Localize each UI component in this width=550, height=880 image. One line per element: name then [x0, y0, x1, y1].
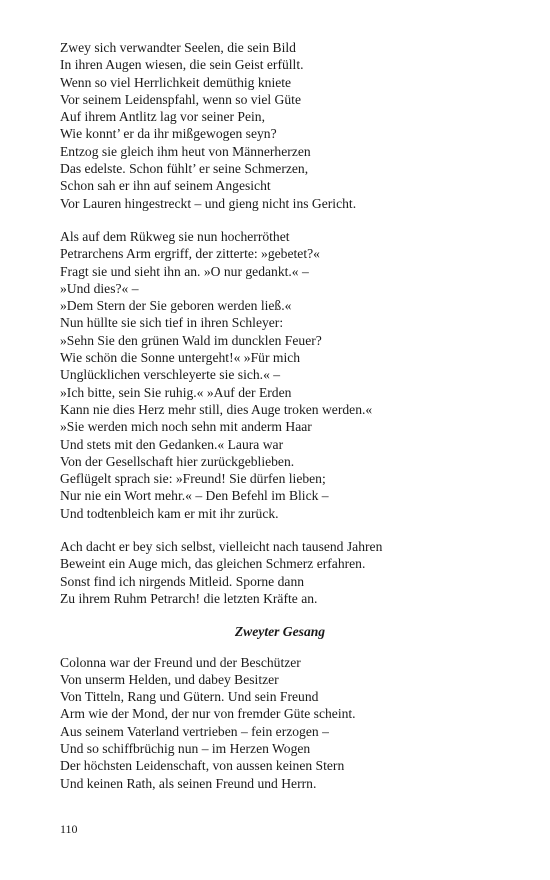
verse-line: Wie konnt’ er da ihr mißgewogen seyn?	[60, 126, 277, 142]
verse-line: Und so schiffbrüchig nun – im Herzen Wogen	[60, 740, 311, 756]
verse-line: Als auf dem Rükweg sie nun hocherröthet	[60, 228, 290, 244]
stanza-1	[60, 39, 520, 212]
verse-line: »Ich bitte, sein Sie ruhig.« »Auf der Erden	[60, 384, 292, 400]
verse-line: Schon sah er ihn auf seinem Angesicht	[60, 178, 271, 194]
verse-line: Vor Lauren hingestreckt – und gieng nicht ins Gericht.	[60, 195, 357, 211]
verse-line: Petrarchens Arm ergriff, der zitterte: »gebetet?«	[60, 246, 320, 262]
page-body	[60, 39, 520, 808]
verse-line: Kann nie dies Herz mehr still, dies Auge troken werden.«	[60, 401, 373, 417]
verse-line: Zu ihrem Ruhm Petrarch! die letzten Kräfte an.	[60, 590, 318, 606]
verse-line: Und todtenbleich kam er mit ihr zurück.	[60, 505, 279, 521]
verse-line: Beweint ein Auge mich, das gleichen Schmerz erfahren.	[60, 556, 366, 572]
verse-line: Arm wie der Mond, der nur von fremder Güte scheint.	[60, 706, 356, 722]
verse-line: Nun hüllte sie sich tief in ihren Schleyer:	[60, 315, 284, 331]
verse-line: Und keinen Rath, als seinen Freund und Herrn.	[60, 775, 317, 791]
verse-line: Fragt sie und sieht ihn an. »O nur gedankt.« –	[60, 263, 309, 279]
verse-line: Unglücklichen verschleyerte sie sich.« –	[60, 367, 281, 383]
verse-line: Nur nie ein Wort mehr.« – Den Befehl im Blick –	[60, 488, 329, 504]
verse-line: Der höchsten Leidenschaft, von aussen keinen Stern	[60, 758, 345, 774]
verse-line: Wenn so viel Herrlichkeit demüthig kniete	[60, 74, 292, 90]
verse-line: Von der Gesellschaft hier zurückgeblieben.	[60, 453, 295, 469]
verse-line: In ihren Augen wiesen, die sein Geist erfüllt.	[60, 57, 304, 73]
verse-line: »Sie werden mich noch sehn mit anderm Haar	[60, 419, 312, 435]
verse-line: Aus seinem Vaterland vertrieben – fein erzogen –	[60, 723, 329, 739]
verse-line: Und stets mit den Gedanken.« Laura war	[60, 436, 284, 452]
verse-line: Entzog sie gleich ihm heut von Männerherzen	[60, 143, 311, 159]
stanza-3	[60, 538, 520, 607]
verse-line: Vor seinem Leidenspfahl, wenn so viel Güte	[60, 91, 301, 107]
verse-line: »Und dies?« –	[60, 280, 139, 296]
verse-line: Das edelste. Schon fühlt’ er seine Schmerzen,	[60, 161, 309, 177]
stanza-2	[60, 228, 520, 522]
verse-line: Zwey sich verwandter Seelen, die sein Bild	[60, 40, 296, 55]
verse-line: »Dem Stern der Sie geboren werden ließ.«	[60, 298, 292, 314]
verse-line: Geflügelt sprach sie: »Freund! Sie dürfen lieben;	[60, 471, 326, 487]
verse-line: Colonna war der Freund und der Beschützer	[60, 654, 301, 670]
section-heading: Zweyter Gesang	[234, 624, 326, 640]
verse-line: »Sehn Sie den grünen Wald im duncklen Feuer?	[60, 332, 322, 348]
page-number: 110	[60, 822, 78, 836]
verse-line: Auf ihrem Antlitz lag vor seiner Pein,	[60, 109, 265, 125]
verse-line: Von Titteln, Rang und Gütern. Und sein Freund	[60, 689, 319, 705]
verse-line: Sonst find ich nirgends Mitleid. Sporne dann	[60, 573, 305, 589]
verse-line: Von unserm Helden, und dabey Besitzer	[60, 671, 279, 687]
verse-line: Wie schön die Sonne untergeht!« »Für mich	[60, 350, 301, 366]
verse-line: Ach dacht er bey sich selbst, vielleicht nach tausend Jahren	[60, 539, 383, 555]
stanza-section-2	[60, 654, 520, 792]
